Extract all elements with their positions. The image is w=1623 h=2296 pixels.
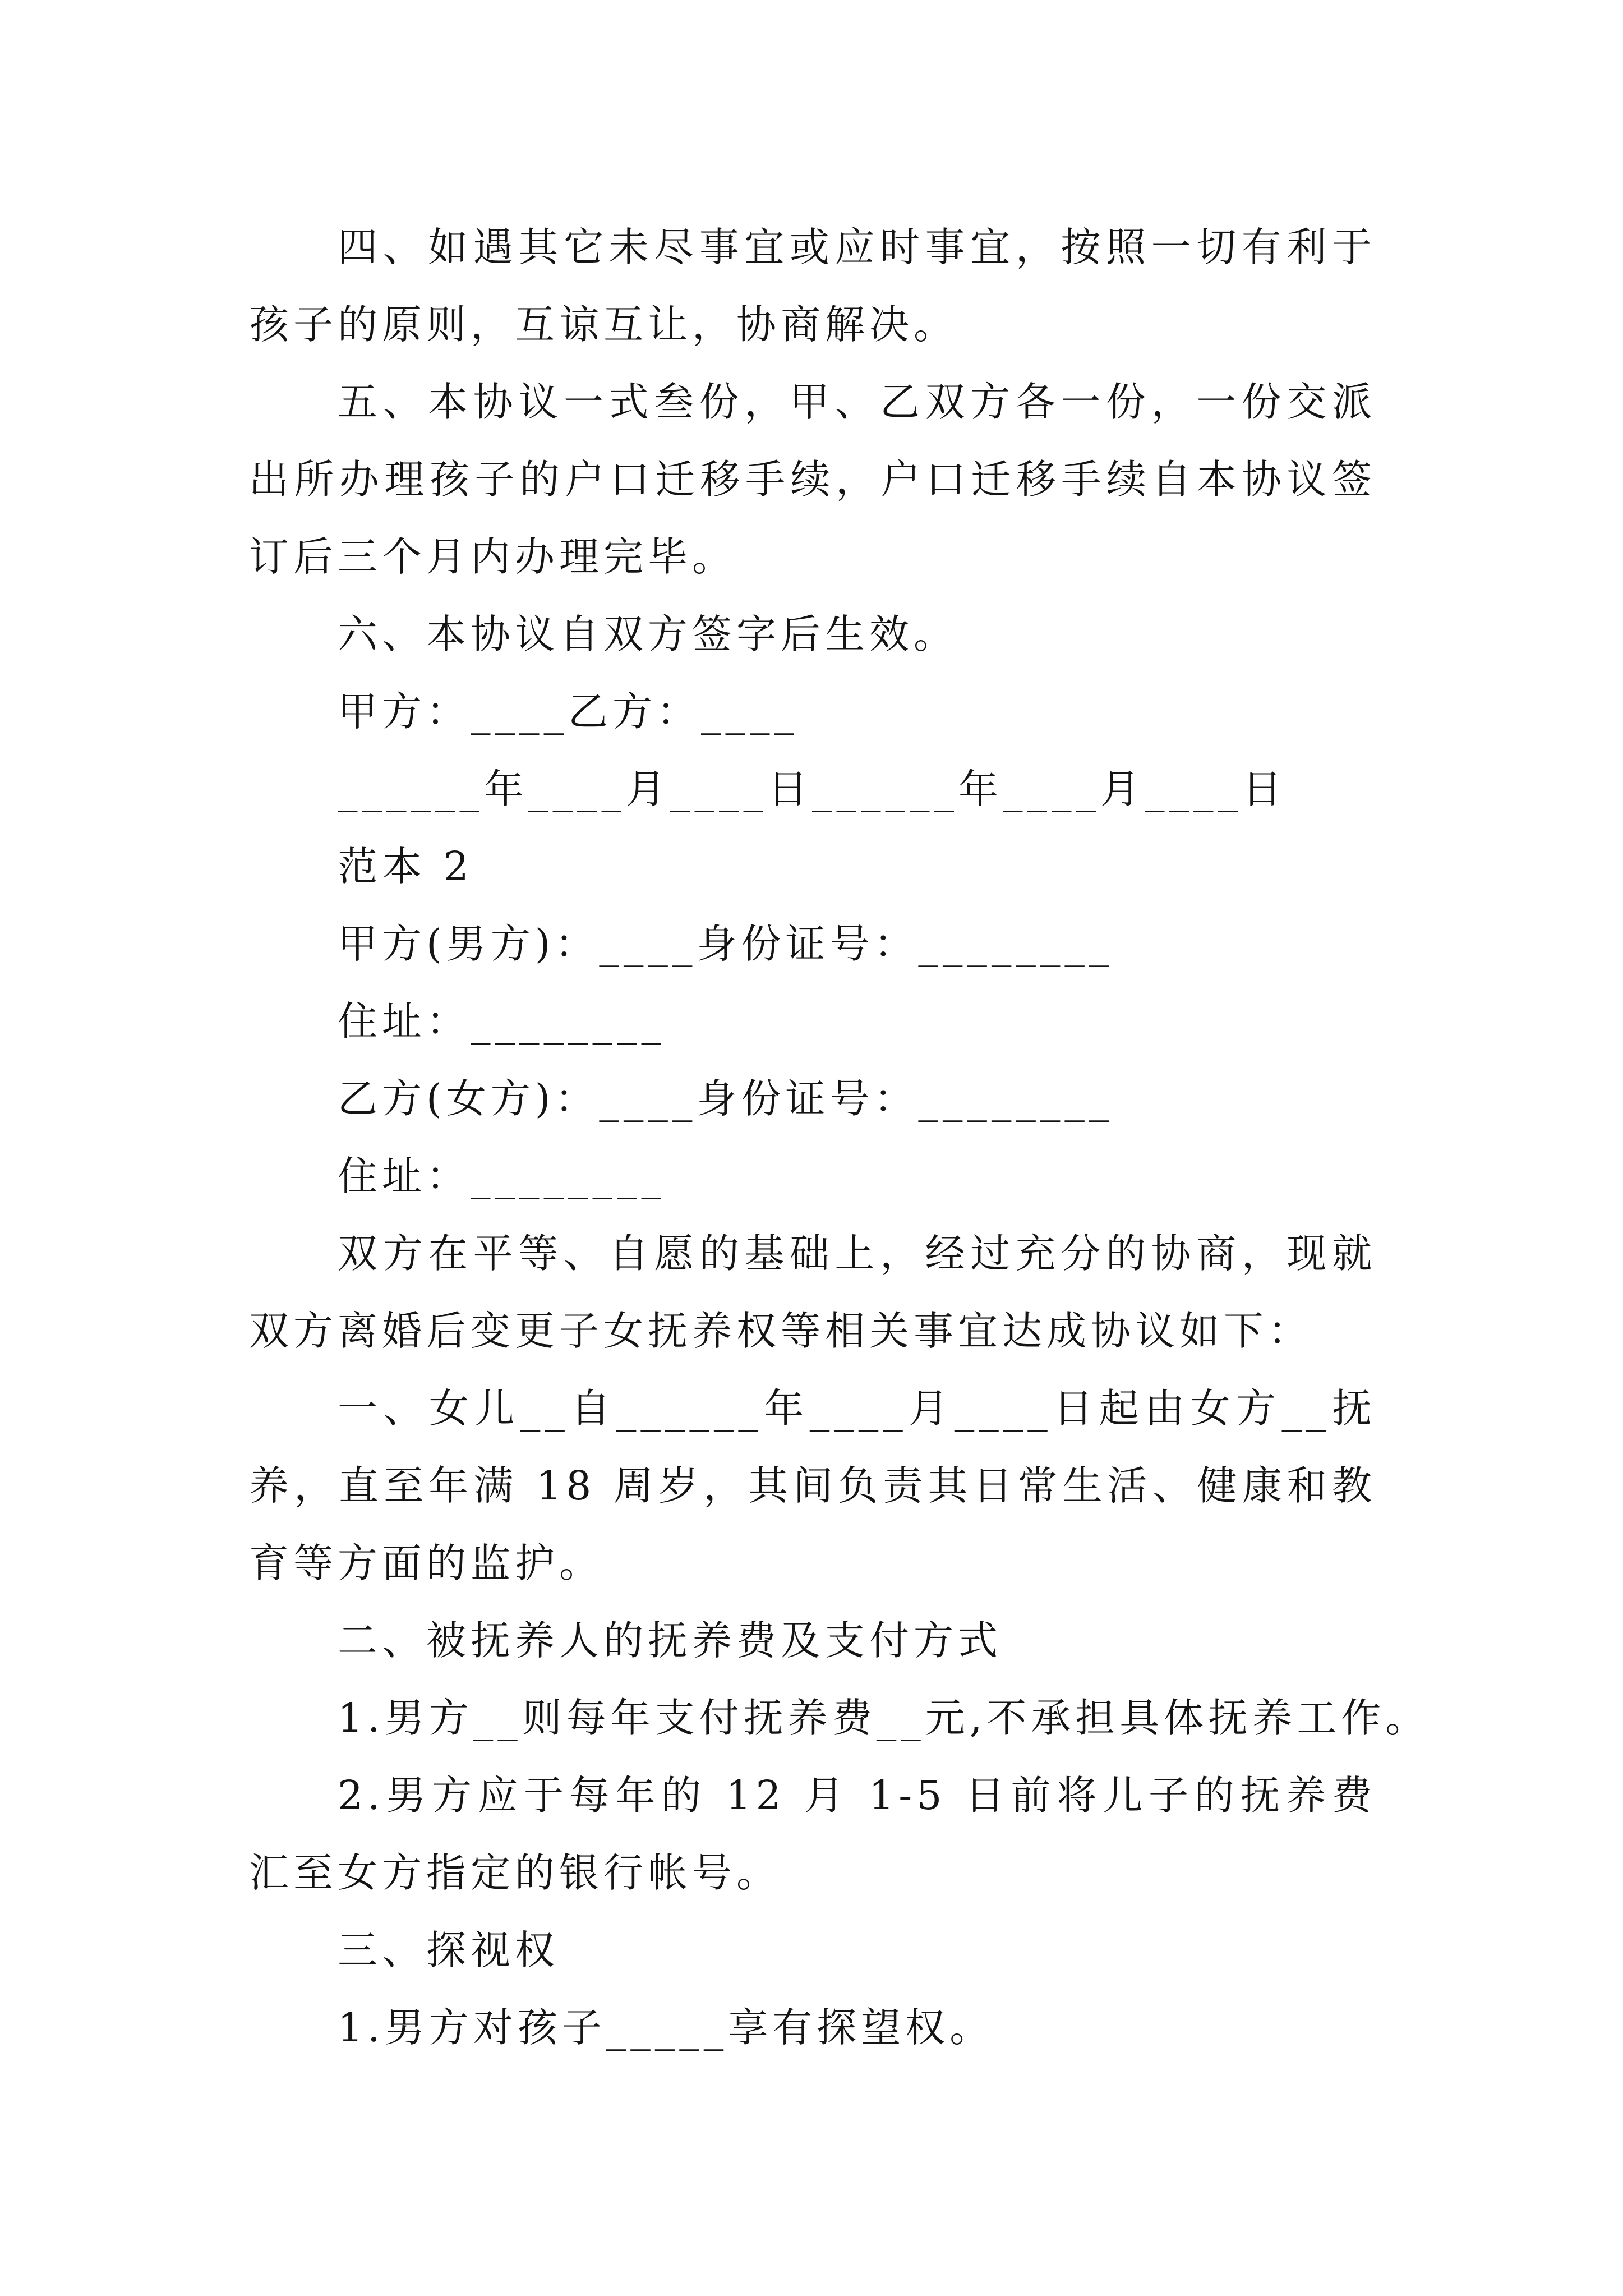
- signature-line: 甲方：____乙方：____: [338, 688, 799, 735]
- document-body: [249, 209, 1430, 2067]
- clause-one: 一、女儿__自______年____月____日起由女方__抚养，直至年满 18 周岁，其间负责其日常生活、健康和教育等方面的监护。: [249, 1385, 1376, 1586]
- clause-two-item-two: 2.男方应于每年的 12 月 1-5 日前将儿子的抚养费汇至女方指定的银行帐号。: [249, 1772, 1376, 1896]
- paragraph-four: 四、如遇其它未尽事宜或应时事宜，按照一切有利于孩子的原则，互谅互让，协商解决。: [249, 224, 1376, 348]
- date-line: ______年____月____日______年____月____日: [338, 766, 1287, 812]
- paragraph-five: 五、本协议一式叁份，甲、乙双方各一份，一份交派出所办理孩子的户口迁移手续，户口迁移手续自本协议签订后三个月内办理完毕。: [249, 379, 1376, 580]
- party-b-address: 住址：________: [338, 1153, 666, 1199]
- paragraph-six: 六、本协议自双方签字后生效。: [338, 611, 958, 657]
- party-a-address: 住址：________: [338, 998, 666, 1045]
- party-b-line: 乙方(女方)：____身份证号：________: [338, 1075, 1114, 1122]
- party-a-line: 甲方(男方)：____身份证号：________: [338, 921, 1114, 967]
- clause-three-item-one: 1.男方对孩子_____享有探望权。: [338, 2004, 994, 2051]
- sample-title: 范本 2: [338, 843, 473, 890]
- clause-two-title: 二、被抚养人的抚养费及支付方式: [338, 1617, 1003, 1664]
- clause-three-title: 三、探视权: [338, 1927, 560, 1973]
- clause-two-item-one: 1.男方__则每年支付抚养费__元,不承担具体抚养工作。: [338, 1695, 1430, 1741]
- intro-paragraph: 双方在平等、自愿的基础上，经过充分的协商，现就双方离婚后变更子女抚养权等相关事宜达成协议如下：: [249, 1230, 1376, 1354]
